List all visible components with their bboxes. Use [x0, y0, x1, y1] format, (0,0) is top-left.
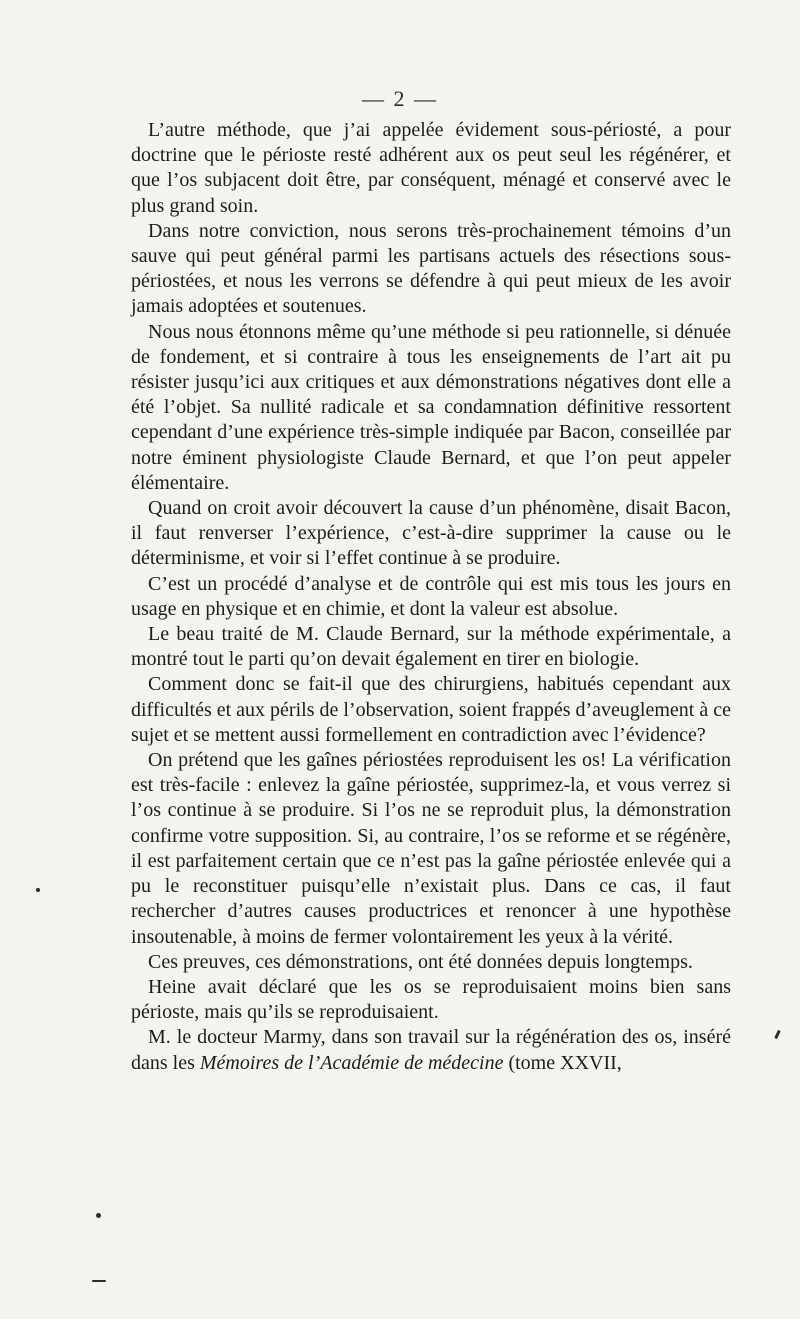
- paragraph-evidement: L’autre méthode, que j’ai appelée évidement sous-périosté, a pour doctrine que le périoste resté adhérent aux os peut seul les régénérer, et que l’os subjacent doit être, par conséquent, ménagé et conservé avec le plus grand soin.: [131, 119, 731, 217]
- ink-speck: [92, 1280, 106, 1282]
- paragraph-marmy: [131, 1025, 731, 1075]
- paragraph-marmy-end: (tome XXVII,: [503, 1051, 622, 1074]
- book-title: Mémoires de l’Académie de médecine: [199, 1051, 504, 1074]
- paragraph-chirurgiens: Comment donc se fait-il que des chirurgiens, habitués cependant aux difficultés et aux périls de l’observation, soient frappés d’aveuglement à ce sujet et se mettent aussi formellement en contradiction avec l’évidence?: [131, 673, 731, 746]
- paragraph-procede: C’est un procédé d’analyse et de contrôle qui est mis tous les jours en usage en physique et en chimie, et dont la valeur est absolue.: [131, 572, 731, 620]
- paragraph-verification: On prétend que les gaînes périostées reproduisent les os! La vérification est très-facile : enlevez la gaîne périostée, supprimez-la, et vous verrez si l’os continue à se produire. Si l’os ne se reproduit plus, la démonstration confirme votre supposition. Si, au contraire, l’os se reforme et se régénère, il est parfaitement certain que ce n’est pas la gaîne périostée enlevée qui a pu le reconstituer puisqu’elle n’existait plus. Dans ce cas, il faut rechercher d’autres causes productrices et renoncer à une hypothèse insoutenable, à moins de fermer volontairement les yeux à la vérité.: [131, 749, 731, 948]
- paragraph-heine: Heine avait déclaré que les os se reproduisaient moins bien sans périoste, mais qu’ils se reproduisaient.: [131, 975, 731, 1024]
- paragraph-conviction: Dans notre conviction, nous serons très-prochainement témoins d’un sauve qui peut général parmi les partisans actuels des résections sous-périostées, et nous les verrons se défendre à qui peut mieux de les avoir jamais adoptées et soutenues.: [131, 219, 731, 318]
- ink-speck: [36, 888, 40, 892]
- ink-speck: [96, 1213, 101, 1218]
- ink-speck: [774, 1030, 781, 1039]
- page-number: — 2 —: [362, 86, 438, 111]
- paragraph-bacon: Quand on croit avoir découvert la cause d’un phénomène, disait Bacon, il faut renverser l’expérience, c’est-à-dire supprimer la cause ou le déterminisme, et voir si l’effet continue à se produire.: [131, 497, 731, 570]
- paragraph-preuves: Ces preuves, ces démonstrations, ont été données depuis longtemps.: [148, 950, 693, 973]
- paragraph-claude-bernard: Le beau traité de M. Claude Bernard, sur la méthode expérimentale, a montré tout le parti qu’on devait également en tirer en biologie.: [131, 623, 731, 671]
- paragraph-marmy-start: M. le docteur Marmy, dans son travail sur la régénération des os, inséré dans les: [131, 1026, 731, 1074]
- body-text: [131, 118, 731, 1076]
- paragraph-methode: Nous nous étonnons même qu’une méthode si peu rationnelle, si dénuée de fondement, et si contraire à tous les enseignements de l’art ait pu résister jusqu’ici aux critiques et aux démonstrations négatives dont elle a été l’objet. Sa nullité radicale et sa condamnation définitive ressortent cependant d’une expérience très-simple indiquée par Bacon, conseillée par notre éminent physiologiste Claude Bernard, et que l’on peut appeler élémentaire.: [131, 320, 731, 494]
